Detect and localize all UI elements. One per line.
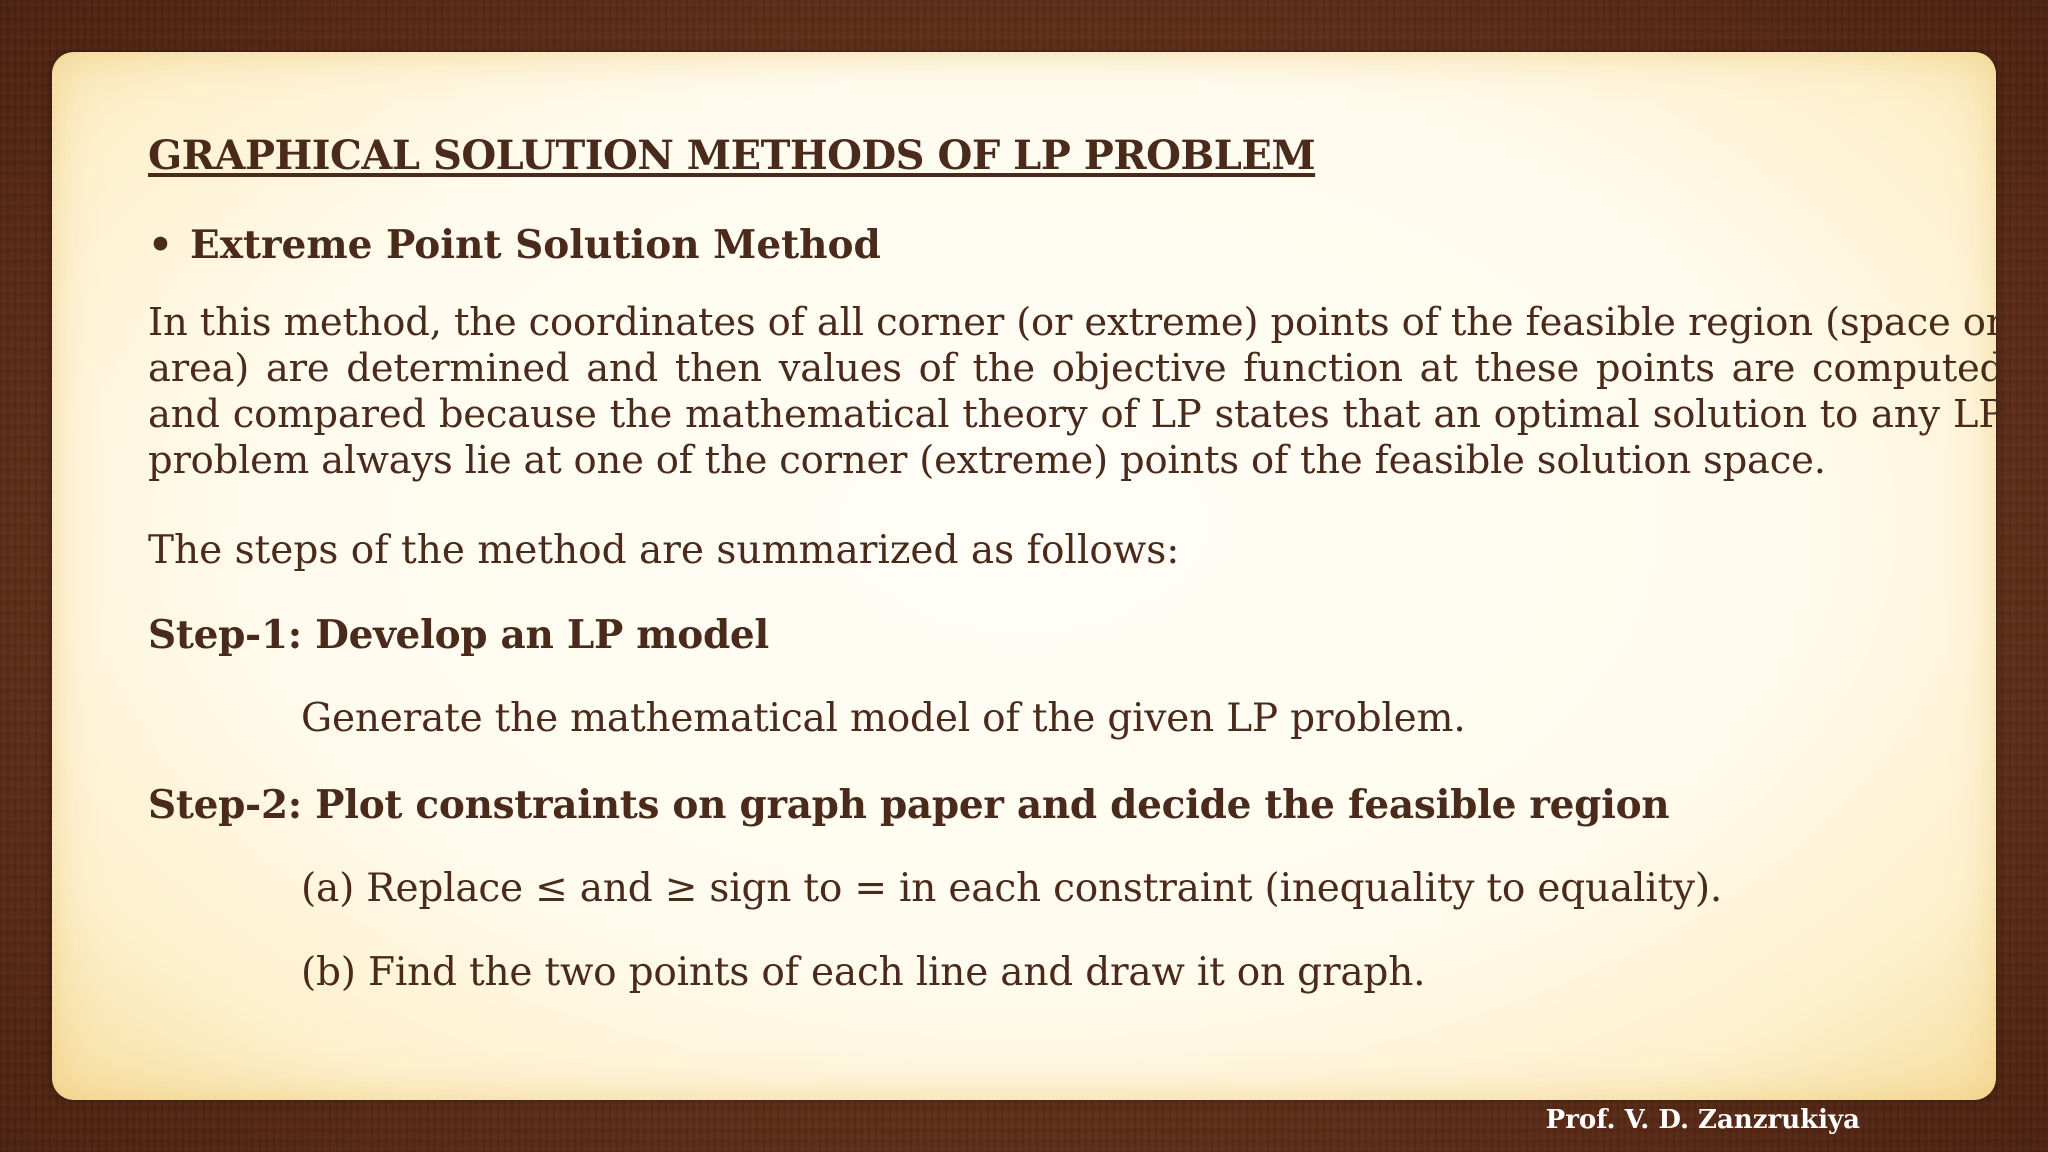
step-2-item-a: (a) Replace ≤ and ≥ sign to = in each constraint (inequality to equality).: [301, 866, 1723, 911]
step-2-item-b: (b) Find the two points of each line and draw it on graph.: [301, 950, 1426, 995]
step-1-item: Generate the mathematical model of the given LP problem.: [301, 696, 1466, 741]
bullet-text: Extreme Point Solution Method: [190, 222, 881, 268]
bullet-item: [148, 222, 881, 268]
slide-panel: [52, 52, 2004, 1100]
step-2-heading: Step-2: Plot constraints on graph paper and decide the feasible region: [148, 782, 1670, 828]
method-description: In this method, the coordinates of all corner (or extreme) points of the feasible region (space or area) are determined and then values of the objective function at these points are computed and compared because the mathematical theory of LP states that an optimal solution to any LP problem always lie at one of the corner (extreme) points of the feasible solution space.: [148, 300, 2004, 483]
slide-title: GRAPHICAL SOLUTION METHODS OF LP PROBLEM: [148, 132, 1316, 179]
bullet-icon: •: [148, 222, 173, 268]
author-credit: Prof. V. D. Zanzrukiya: [1545, 1105, 1860, 1135]
steps-intro: The steps of the method are summarized as follows:: [148, 528, 1180, 573]
step-1-heading: Step-1: Develop an LP model: [148, 612, 769, 658]
